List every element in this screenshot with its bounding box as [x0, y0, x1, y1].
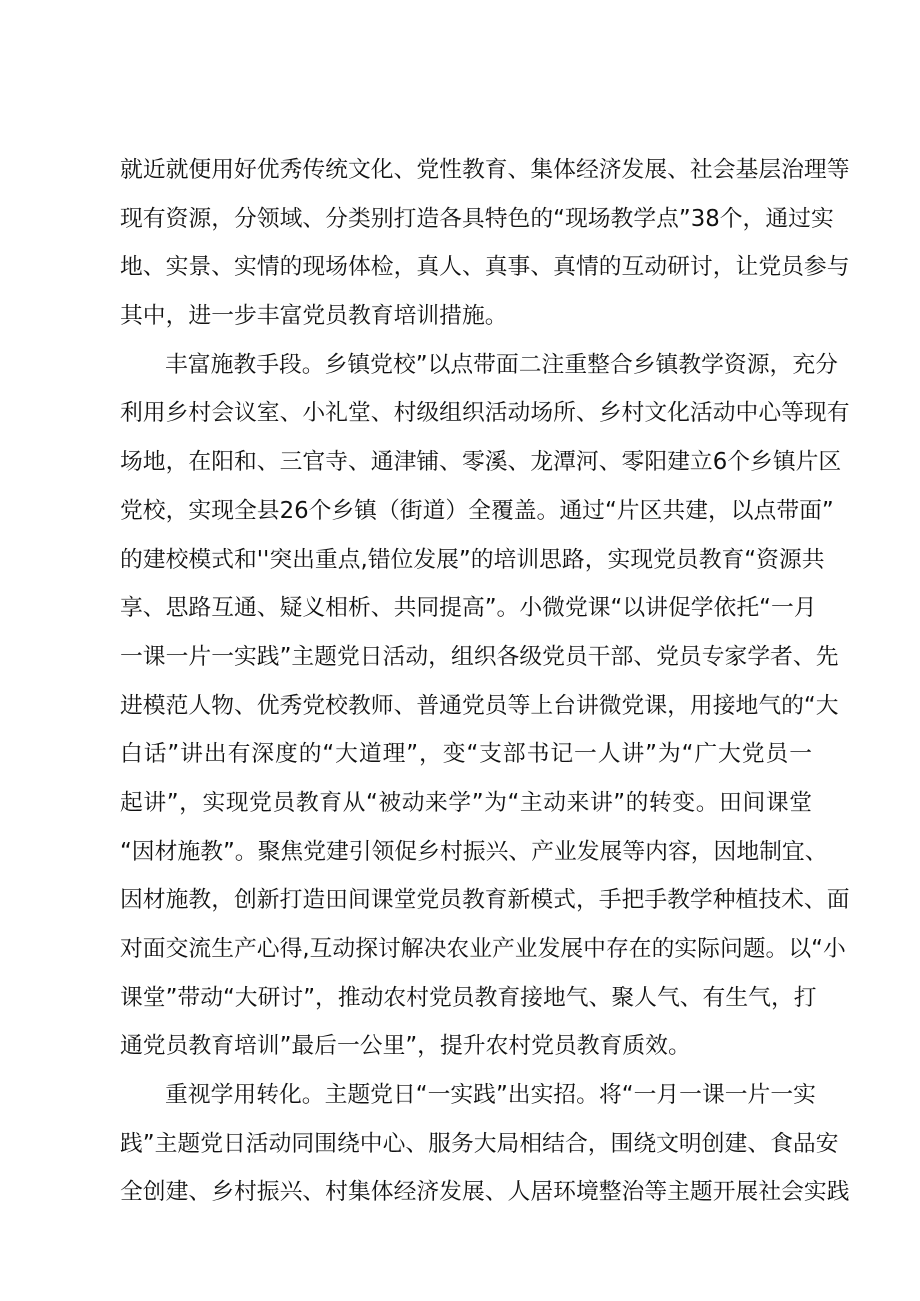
- text-line: 就近就便用好优秀传统文化、党性教育、集体经济发展、社会基层治理等: [120, 157, 850, 183]
- text-line: 丰富施教手段。乡镇党校”以点带面二注重整合乡镇教学资源，充分: [165, 351, 838, 378]
- text-line: 利用乡村会议室、小礼堂、村级组织活动场所、乡村文化活动中心等现有: [120, 400, 850, 427]
- text-line: 白话”讲出有深度的“大道理”，变“支部书记一人讲”为“广大党员一: [120, 741, 812, 768]
- text-line: 的建校模式和''突出重点,错位发展”的培训思路，实现党员教育“资源共: [120, 546, 825, 573]
- text-line: 场地，在阳和、三官寺、通津铺、零溪、龙潭河、零阳建立6个乡镇片区: [120, 449, 842, 476]
- text-line: 因材施教，创新打造田间课堂党员教育新模式，手把手教学种植技术、面: [120, 887, 850, 914]
- text-line: 通党员教育培训”最后一公里”，提升农村党员教育质效。: [120, 1033, 691, 1060]
- text-line: 起讲”，实现党员教育从“被动来学”为“主动来讲”的转变。田间课堂: [120, 789, 812, 816]
- text-line: 课堂”带动“大研讨”，推动农村党员教育接地气、聚人气、有生气，打: [120, 984, 817, 1011]
- text-line: 对面交流生产心得,互动探讨解决农业产业发展中存在的实际问题。以“小: [120, 936, 846, 962]
- text-line: 地、实景、实情的现场体检，真人、真事、真情的互动研讨，让党员参与: [120, 254, 850, 281]
- text-line: 党校，实现全县26个乡镇（街道）全覆盖。通过“片区共建，以点带面”: [120, 497, 834, 524]
- text-line: 其中，进一步丰富党员教育培训措施。: [120, 303, 508, 330]
- text-line: 现有资源，分领域、分类别打造各具特色的“现场教学点”38个，通过实: [120, 205, 834, 232]
- text-line: 践”主题党日活动同围绕中心、服务大局相结合，围绕文明创建、食品安: [120, 1130, 839, 1157]
- document-body-text: [120, 146, 850, 1217]
- text-line: “因材施教”。聚焦党建引领促乡村振兴、产业发展等内容，因地制宜、: [120, 838, 828, 865]
- text-line: 一课一片一实践”主题党日活动，组织各级党员干部、党员专家学者、先: [120, 643, 839, 670]
- text-line: 进模范人物、优秀党校教师、普通党员等上台讲微党课，用接地气的“大: [120, 692, 839, 719]
- text-line: 享、思路互通、疑义相析、共同提高”。小微党课“以讲促学依托“一月: [120, 595, 817, 622]
- text-line: 重视学用转化。主题党日“一实践”出实招。将“一月一课一片一实: [165, 1082, 816, 1109]
- text-line: 全创建、乡村振兴、村集体经济发展、人居环境整治等主题开展社会实践: [120, 1179, 850, 1206]
